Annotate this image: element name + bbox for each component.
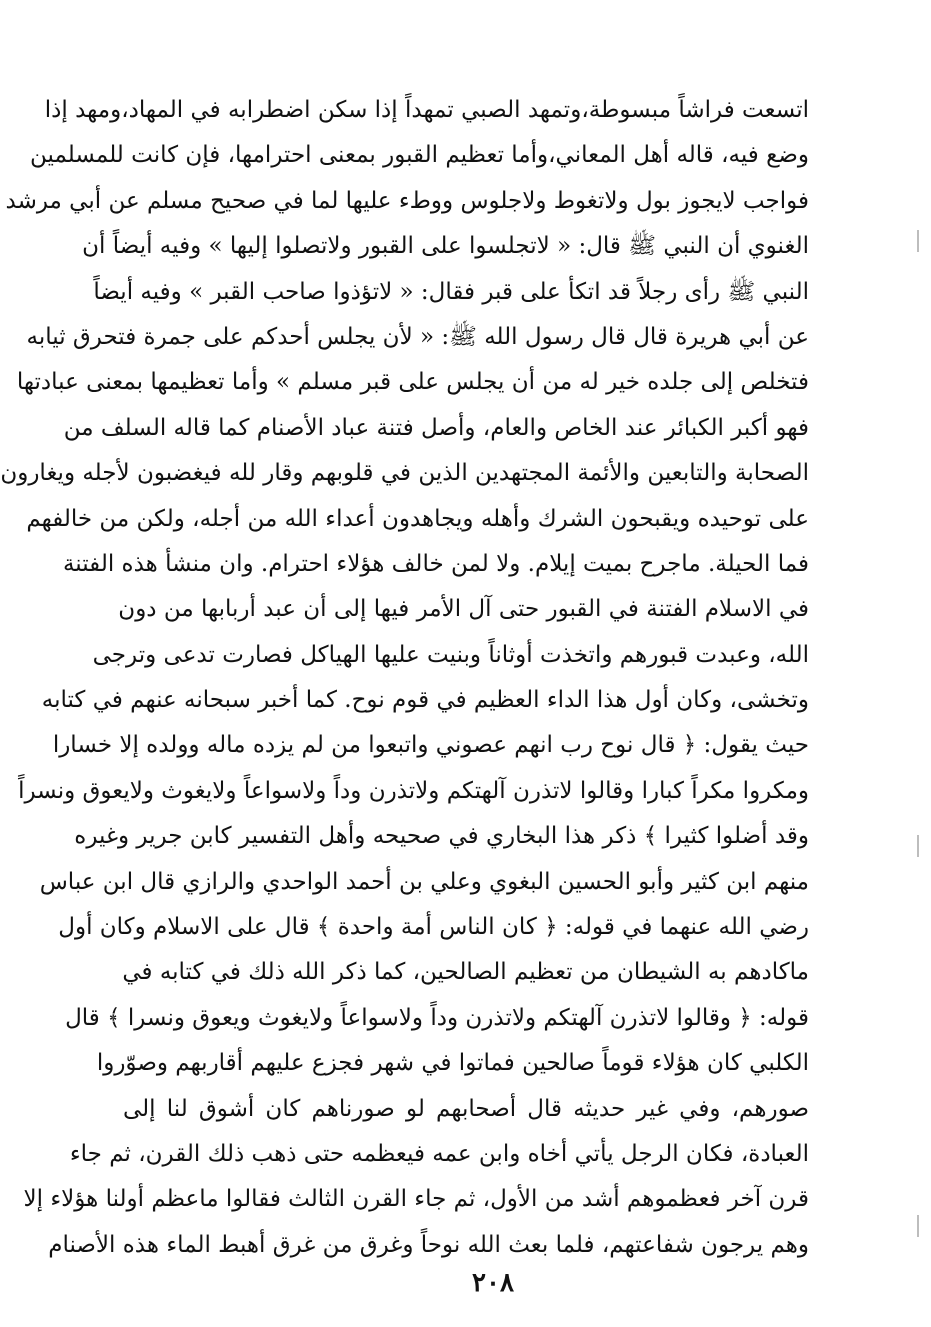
text-line-5: النبي ﷺ رأى رجلاً قد اتكأ على قبر فقال: « لاتؤذوا صاحب القبر » وفيه أيضاً	[93, 278, 809, 305]
text-line-18: منهم ابن كثير وأبو الحسين البغوي وعلي بن أحمد الواحدي والرازي قال ابن عباس	[39, 868, 809, 895]
text-line-25: قرن آخر فعظموهم أشد من الأول، ثم جاء القرن الثالث فقالوا ماعظم أولنا هؤلاء إلا	[23, 1186, 809, 1213]
text-line-15: حيث يقول: ﴿ قال نوح رب انهم عصوني واتبعوا من لم يزده ماله وولده إلا خسارا	[52, 732, 809, 759]
text-line-24: العبادة، فكان الرجل يأتي أخاه وابن عمه فيعظمه حتى ذهب ذلك القرن، ثم جاء	[69, 1140, 809, 1167]
text-line-16: ومكروا مكراً كبارا وقالوا لاتذرن آلهتكم ولاتذرن وداً ولاسواعاً ولايغوث ولايعوق ونسراً	[18, 777, 809, 804]
text-line-20: ماكادهم به الشيطان من تعظيم الصالحين، كما ذكر الله ذلك في كتابه في	[122, 959, 809, 986]
text-line-2: وضع فيه، قاله أهل المعاني،وأما تعظيم القبور بمعنى احترامها، فإن كانت للمسلمين	[30, 142, 809, 169]
text-line-9: الصحابة والتابعين والأئمة المجتهدين الذين في قلوبهم وقار لله فيغضبون لأجله ويغارون	[0, 460, 809, 487]
text-line-14: وتخشى، وكان أول هذا الداء العظيم في قوم نوح. كما أخبر سبحانه عنهم في كتابه	[41, 687, 809, 714]
body-text	[0, 88, 809, 1268]
text-line-23: صورهم، وفي غير حديثه قال أصحابهم لو صورناهم كان أشوق لنا إلى	[123, 1095, 809, 1122]
text-line-7: فتخلص إلى جلده خير له من أن يجلس على قبر مسلم » وأما تعظيمها بمعنى عبادتها	[16, 369, 809, 396]
text-line-26: وهم يرجون شفاعتهم، فلما بعث الله نوحاً وغرق من غرق أهبط الماء هذه الأصنام	[48, 1231, 809, 1258]
text-line-10: على توحيده ويقبحون الشرك وأهله ويجاهدون أعداء الله من أجله، ولكن من خالفهم	[26, 505, 809, 532]
margin-tick	[917, 835, 919, 857]
margin-tick	[917, 1215, 919, 1237]
text-line-3: فواجب لايجوز بول ولاتغوط ولاجلوس ووطء عليها لما في صحيح مسلم عن أبي مرشد	[5, 187, 809, 214]
text-line-4: الغنوي أن النبي ﷺ قال: « لاتجلسوا على القبور ولاتصلوا إليها » وفيه أيضاً أن	[82, 233, 809, 260]
text-line-6: عن أبي هريرة قال قال رسول الله ﷺ: « لأن يجلس أحدكم على جمرة فتحرق ثيابه	[26, 323, 809, 350]
text-line-11: فما الحيلة. ماجرح بميت إيلام. ولا لمن خالف هؤلاء احترام. وان منشأ هذه الفتنة	[62, 550, 809, 577]
text-line-13: الله، وعبدت قبورهم واتخذت أوثاناً وبنيت عليها الهياكل فصارت تدعى وترجى	[92, 641, 809, 668]
page-number: ٢٠٨	[472, 1268, 514, 1298]
margin-tick	[917, 230, 919, 252]
text-line-1: اتسعت فراشاً مبسوطة،وتمهد الصبي تمهداً إذا سكن اضطرابه في المهاد،ومهد إذا	[44, 97, 809, 123]
text-line-12: في الاسلام الفتنة في القبور حتى آل الأمر فيها إلى أن عبد أربابها من دون	[118, 596, 809, 623]
text-line-21: قوله: ﴿ وقالوا لاتذرن آلهتكم ولاتذرن وداً ولاسواعاً ولايغوث ويعوق ونسرا ﴾ قال	[65, 1004, 809, 1031]
text-line-8: فهو أكبر الكبائر عند الخاص والعام، وأصل فتنة عباد الأصنام كما قاله السلف من	[63, 414, 809, 441]
text-line-22: الكلبي كان هؤلاء قوماً صالحين فماتوا في شهر فجزع عليهم أقاربهم وصوّروا	[96, 1050, 809, 1077]
text-line-19: رضي الله عنهما في قوله: ﴿ كان الناس أمة واحدة ﴾ قال على الاسلام وكان أول	[58, 914, 809, 941]
text-line-17: وقد أضلوا كثيرا ﴾ ذكر هذا البخاري في صحيحه وأهل التفسير كابن جرير وغيره	[74, 823, 809, 850]
